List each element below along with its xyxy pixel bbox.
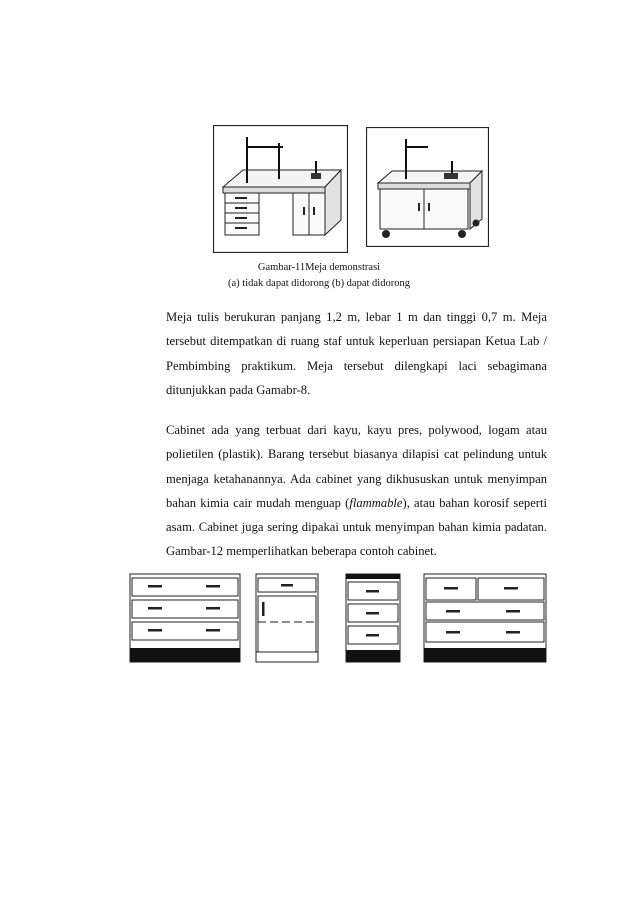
figure-12-cabinets-image (128, 572, 548, 664)
paragraph-cabinet-part1: Cabinet ada yang terbuat dari kayu, kayu pres, polywood, logam atau polietilen (plastik). Barang tersebut biasanya dilapisi cat pelindung untuk menjaga ketahanannya. Ada cabinet yang dikhususkan untuk menyimpan bahan kimia cair mudah menguap ( (166, 423, 547, 510)
cabinet-drawer-door (256, 574, 318, 662)
paragraph-cabinet (166, 418, 547, 564)
figure-11-caption-title: Gambar-11Meja demonstrasi (257, 262, 381, 273)
figure-11b-image (366, 127, 489, 247)
figure-11-caption-subtitle: (a) tidak dapat didorong (b) dapat didorong (228, 278, 410, 289)
paragraph-meja-tulis: Meja tulis berukuran panjang 1,2 m, lebar 1 m dan tinggi 0,7 m. Meja tersebut ditempatkan di ruang staf untuk keperluan persiapan Ketua Lab / Pembimbing praktikum. Meja tersebut dilengkapi laci sebagimana ditunjukkan pada Gamabr-8. (166, 310, 547, 397)
cabinet-mixed-drawers (424, 574, 546, 662)
figure-11a-image (213, 125, 348, 253)
paragraph-cabinet-italic: flammable (349, 495, 403, 510)
paragraph-cabinet-part2: ), atau bahan korosif seperti asam. Cabinet juga sering dipakai untuk menyimpan bahan kimia padatan. Gambar-12 memperlihatkan beberapa contoh cabinet. (166, 495, 547, 559)
cabinet-narrow-drawers (346, 574, 400, 662)
cabinet-three-drawers (130, 574, 240, 662)
